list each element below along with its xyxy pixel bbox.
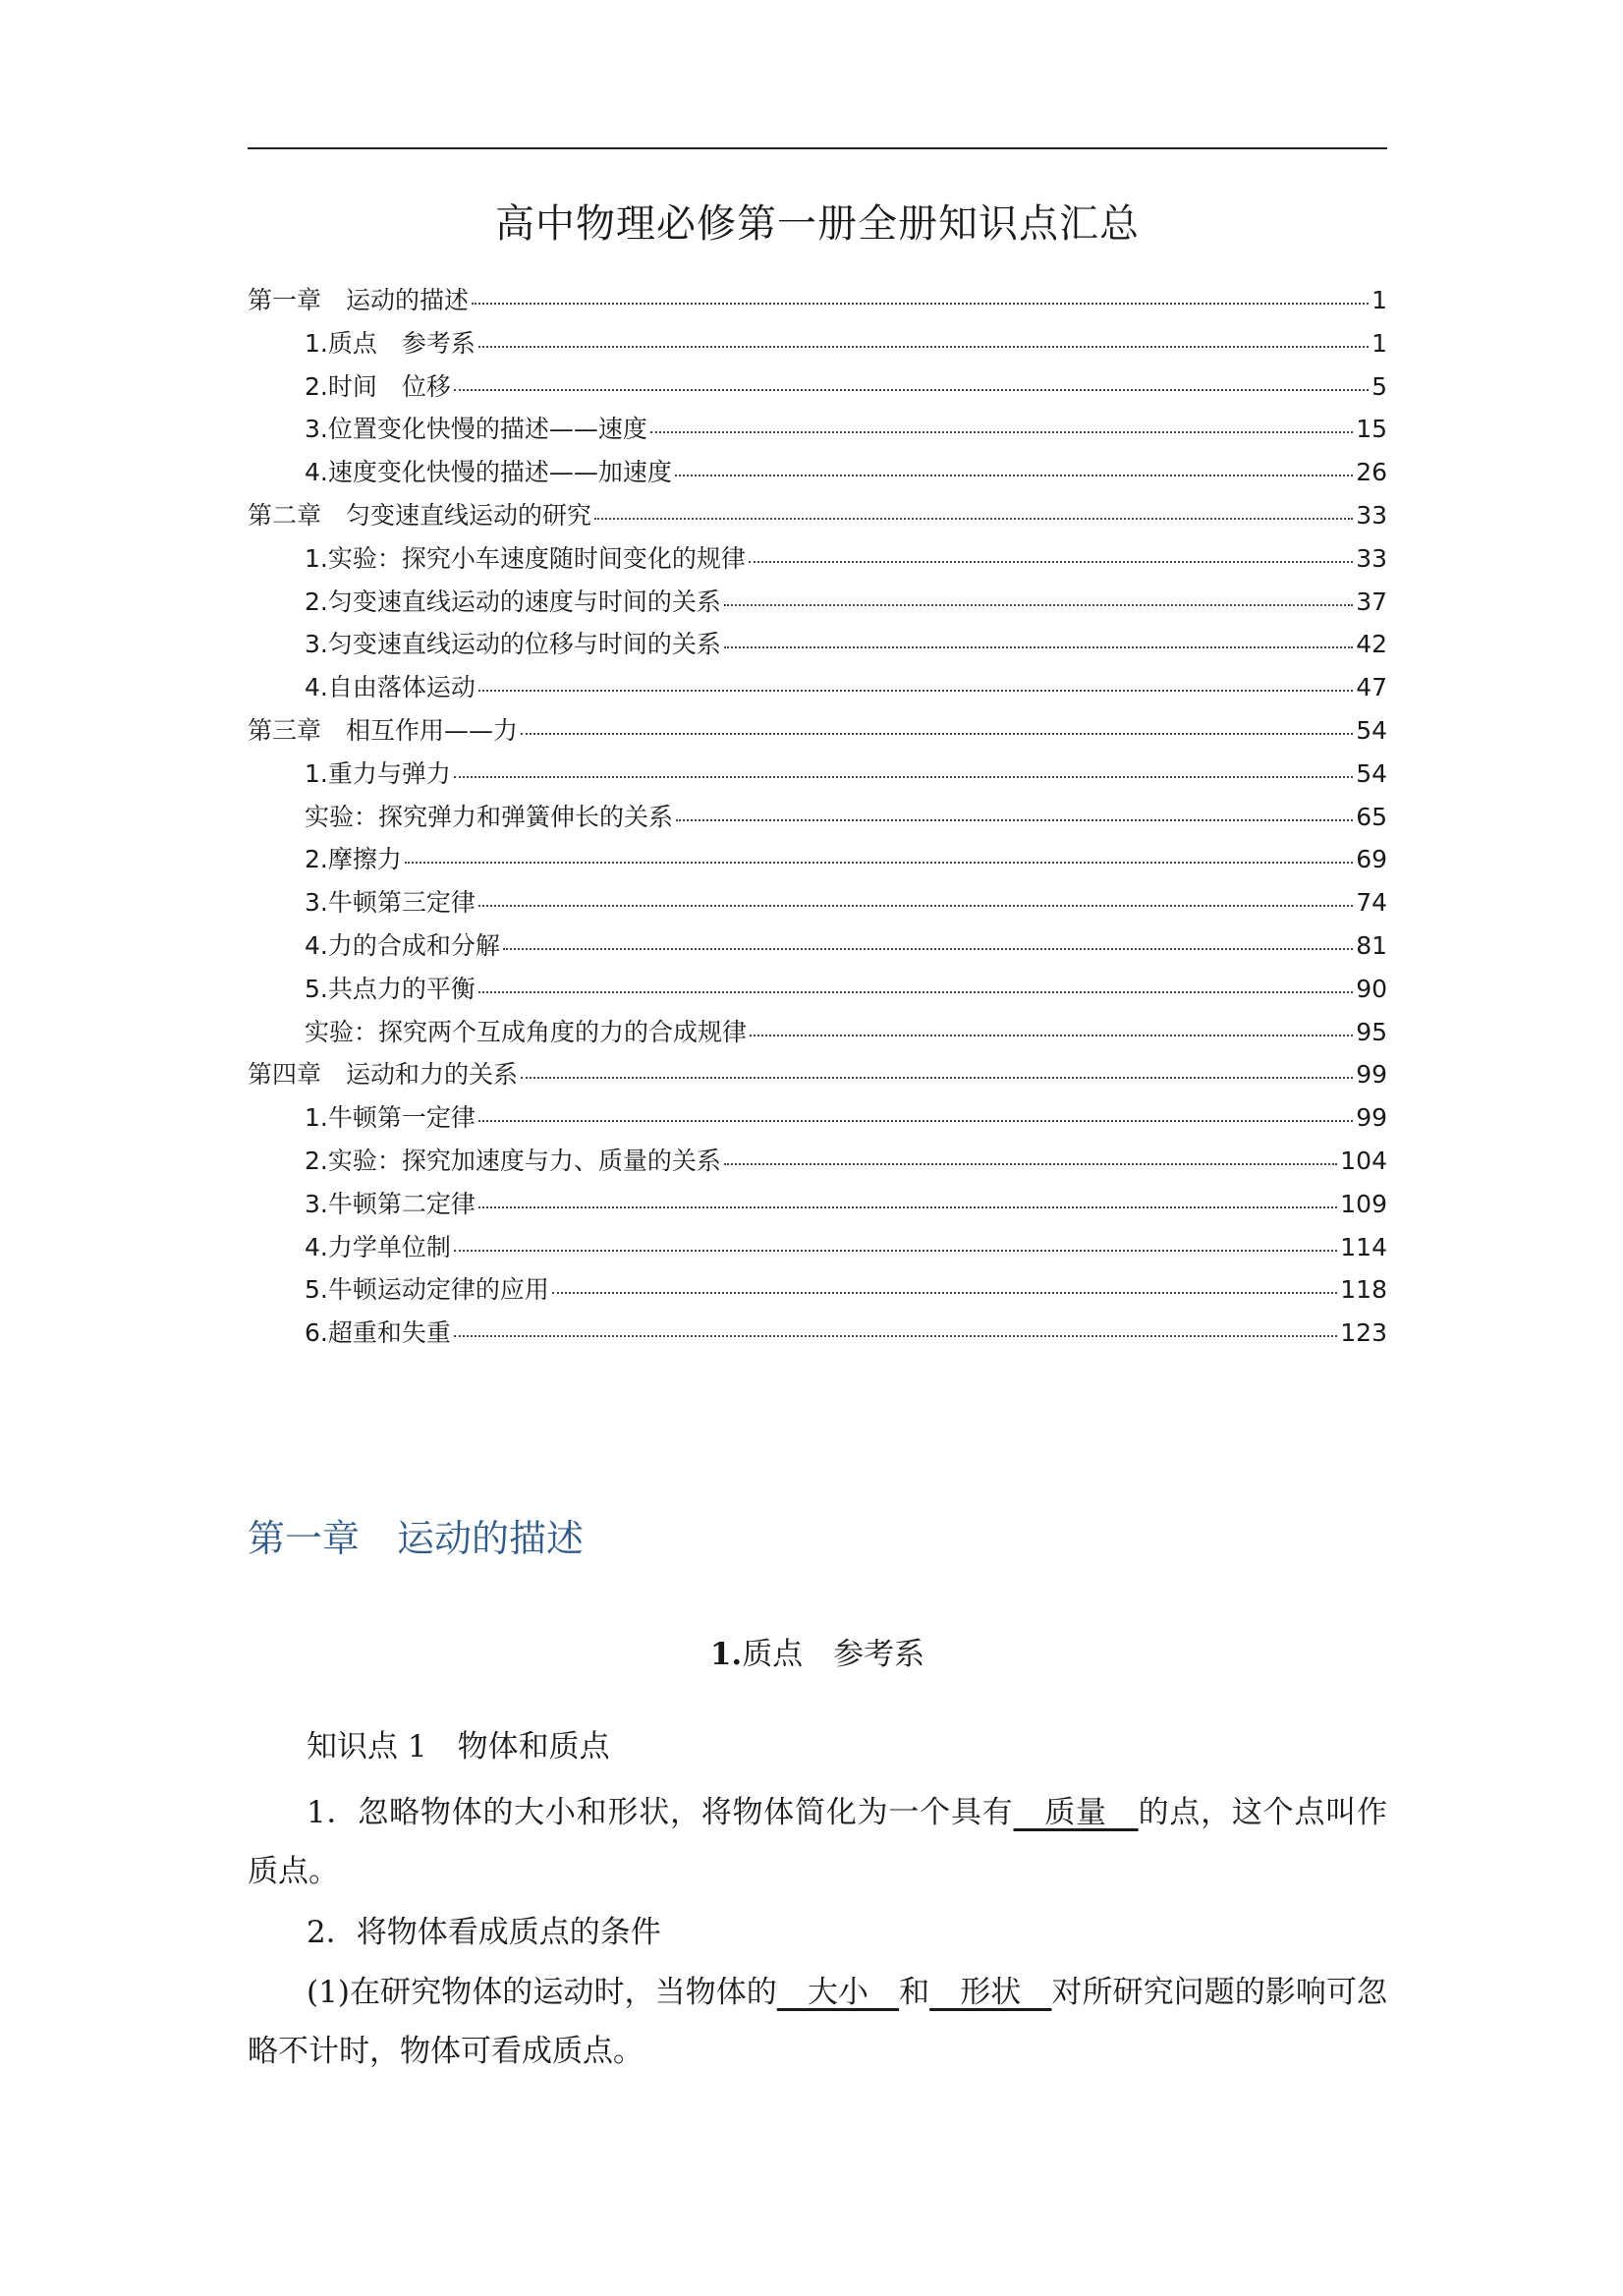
- toc-entry-page-number: 5: [1371, 371, 1387, 401]
- toc-dot-leader: [750, 1034, 1353, 1036]
- fill-blank-shape: 形状: [929, 1975, 1052, 2010]
- toc-entry[interactable]: [248, 322, 1387, 365]
- toc-entry-label: 第三章 相互作用——力: [248, 715, 519, 745]
- toc-entry-label: 第四章 运动和力的关系: [248, 1060, 519, 1090]
- toc-entry[interactable]: [248, 1183, 1387, 1226]
- toc-dot-leader: [454, 388, 1369, 391]
- toc-entry[interactable]: [248, 279, 1387, 322]
- toc-entry-label: 6.超重和失重: [305, 1318, 451, 1348]
- toc-entry-page-number: 37: [1356, 587, 1387, 616]
- toc-entry[interactable]: [248, 796, 1387, 839]
- toc-entry-page-number: 69: [1356, 845, 1387, 874]
- toc-entry-page-number: 26: [1356, 458, 1387, 487]
- toc-entry[interactable]: [248, 1096, 1387, 1140]
- toc-entry-label: 3.牛顿第二定律: [305, 1189, 476, 1218]
- toc-entry-label: 2.摩擦力: [305, 845, 402, 874]
- toc-entry[interactable]: [248, 709, 1387, 753]
- toc-entry[interactable]: [248, 1268, 1387, 1312]
- document-title: 高中物理必修第一册全册知识点汇总: [495, 201, 1140, 247]
- toc-entry-page-number: 99: [1356, 1060, 1387, 1090]
- toc-entry[interactable]: [248, 753, 1387, 796]
- toc-dot-leader: [454, 1334, 1337, 1337]
- toc-dot-leader: [594, 517, 1353, 520]
- toc-entry-page-number: 42: [1356, 630, 1387, 659]
- toc-entry-label: 实验：探究弹力和弹簧伸长的关系: [305, 802, 674, 831]
- toc-entry[interactable]: [248, 1011, 1387, 1054]
- section-number: 1.: [709, 1637, 743, 1672]
- toc-entry-label: 4.自由落体运动: [305, 673, 476, 702]
- toc-dot-leader: [472, 302, 1369, 305]
- toc-entry[interactable]: [248, 1140, 1387, 1183]
- toc-dot-leader: [675, 474, 1353, 476]
- paragraph-1-text-before: 1．忽略物体的大小和形状，将物体简化为一个具有: [307, 1795, 1014, 1830]
- toc-entry-label: 实验：探究两个互成角度的力的合成规律: [305, 1017, 748, 1046]
- toc-entry-label: 2.实验：探究加速度与力、质量的关系: [305, 1146, 721, 1175]
- toc-dot-leader: [478, 990, 1353, 993]
- toc-entry[interactable]: [248, 451, 1387, 494]
- paragraph-2: 2．将物体看成质点的条件: [307, 1915, 661, 1950]
- toc-dot-leader: [724, 603, 1353, 606]
- toc-entry-page-number: 33: [1356, 500, 1387, 530]
- toc-dot-leader: [454, 775, 1353, 778]
- toc-entry-page-number: 1: [1371, 328, 1387, 358]
- toc-entry-label: 1.重力与弹力: [305, 758, 451, 788]
- toc-entry-page-number: 65: [1356, 802, 1387, 831]
- toc-entry-page-number: 81: [1356, 930, 1387, 960]
- toc-entry-page-number: 104: [1340, 1146, 1387, 1175]
- header-rule: [248, 147, 1387, 149]
- toc-entry-page-number: 99: [1356, 1103, 1387, 1133]
- knowledge-point-heading: 知识点 1 物体和质点: [307, 1729, 610, 1764]
- toc-dot-leader: [478, 904, 1353, 907]
- toc-entry-label: 5.牛顿运动定律的应用: [305, 1275, 549, 1305]
- toc-entry-label: 第二章 匀变速直线运动的研究: [248, 500, 592, 530]
- toc-dot-leader: [521, 732, 1353, 735]
- toc-dot-leader: [405, 861, 1353, 864]
- toc-dot-leader: [478, 345, 1369, 348]
- toc-entry-label: 4.速度变化快慢的描述——加速度: [305, 458, 672, 487]
- toc-entry[interactable]: [248, 968, 1387, 1011]
- toc-entry[interactable]: [248, 408, 1387, 451]
- toc-dot-leader: [478, 1119, 1353, 1122]
- table-of-contents: [248, 279, 1387, 1355]
- toc-dot-leader: [552, 1291, 1337, 1294]
- toc-entry-label: 3.牛顿第三定律: [305, 888, 476, 918]
- toc-entry-page-number: 123: [1340, 1318, 1387, 1348]
- toc-entry-page-number: 118: [1340, 1275, 1387, 1305]
- toc-entry[interactable]: [248, 1053, 1387, 1096]
- fill-blank-size: 大小: [776, 1975, 900, 2010]
- toc-entry-label: 2.时间 位移: [305, 371, 451, 401]
- toc-entry-page-number: 109: [1340, 1189, 1387, 1218]
- toc-dot-leader: [478, 689, 1353, 692]
- toc-entry-label: 1.实验：探究小车速度随时间变化的规律: [305, 543, 746, 573]
- toc-entry-label: 3.匀变速直线运动的位移与时间的关系: [305, 630, 721, 659]
- toc-entry-label: 4.力的合成和分解: [305, 930, 500, 960]
- toc-entry[interactable]: [248, 1226, 1387, 1269]
- paragraph-3-text-middle: 和: [899, 1975, 930, 2010]
- toc-dot-leader: [521, 1076, 1353, 1079]
- toc-dot-leader: [724, 645, 1353, 648]
- toc-entry[interactable]: [248, 881, 1387, 924]
- toc-entry-page-number: 33: [1356, 543, 1387, 573]
- toc-entry[interactable]: [248, 581, 1387, 624]
- toc-entry[interactable]: [248, 838, 1387, 881]
- toc-dot-leader: [676, 818, 1353, 821]
- toc-entry[interactable]: [248, 924, 1387, 968]
- toc-entry[interactable]: [248, 494, 1387, 537]
- toc-entry[interactable]: [248, 623, 1387, 666]
- toc-entry-page-number: 54: [1356, 715, 1387, 745]
- toc-dot-leader: [503, 947, 1353, 950]
- toc-entry[interactable]: [248, 1312, 1387, 1355]
- toc-entry-page-number: 54: [1356, 758, 1387, 788]
- toc-entry-label: 3.位置变化快慢的描述——速度: [305, 415, 647, 444]
- paragraph-1-text-after: 的点，这个点叫作质点。: [248, 1795, 1388, 1889]
- toc-entry-label: 5.共点力的平衡: [305, 974, 476, 1003]
- toc-dot-leader: [749, 560, 1353, 563]
- toc-entry-page-number: 90: [1356, 974, 1387, 1003]
- toc-entry-page-number: 1: [1371, 286, 1387, 314]
- toc-entry-page-number: 15: [1356, 415, 1387, 444]
- toc-entry[interactable]: [248, 537, 1387, 581]
- toc-entry-label: 4.力学单位制: [305, 1232, 451, 1261]
- toc-dot-leader: [724, 1162, 1337, 1165]
- paragraph-3: [248, 1963, 1387, 2081]
- toc-entry-label: 2.匀变速直线运动的速度与时间的关系: [305, 587, 721, 616]
- toc-entry-page-number: 47: [1356, 673, 1387, 702]
- toc-entry[interactable]: [248, 365, 1387, 409]
- section-title: 质点 参考系: [742, 1637, 925, 1672]
- section-heading: [248, 1631, 1387, 1678]
- toc-entry-label: 1.牛顿第一定律: [305, 1103, 476, 1133]
- chapter-heading: 第一章 运动的描述: [248, 1517, 585, 1560]
- paragraph-3-text-before: (1)在研究物体的运动时，当物体的: [307, 1975, 777, 2010]
- toc-entry-page-number: 74: [1356, 888, 1387, 918]
- toc-entry-page-number: 95: [1356, 1017, 1387, 1046]
- toc-dot-leader: [454, 1249, 1337, 1252]
- paragraph-1: [248, 1783, 1387, 1901]
- toc-entry-label: 1.质点 参考系: [305, 328, 476, 358]
- toc-entry[interactable]: [248, 666, 1387, 709]
- toc-dot-leader: [478, 1205, 1337, 1208]
- toc-dot-leader: [650, 430, 1353, 433]
- toc-entry-page-number: 114: [1340, 1232, 1387, 1261]
- toc-entry-label: 第一章 运动的描述: [248, 286, 470, 314]
- fill-blank-mass: 质量: [1013, 1795, 1139, 1830]
- paragraph-3-text-after: 对所研究问题的影响可忽略不计时，物体可看成质点。: [248, 1975, 1388, 2069]
